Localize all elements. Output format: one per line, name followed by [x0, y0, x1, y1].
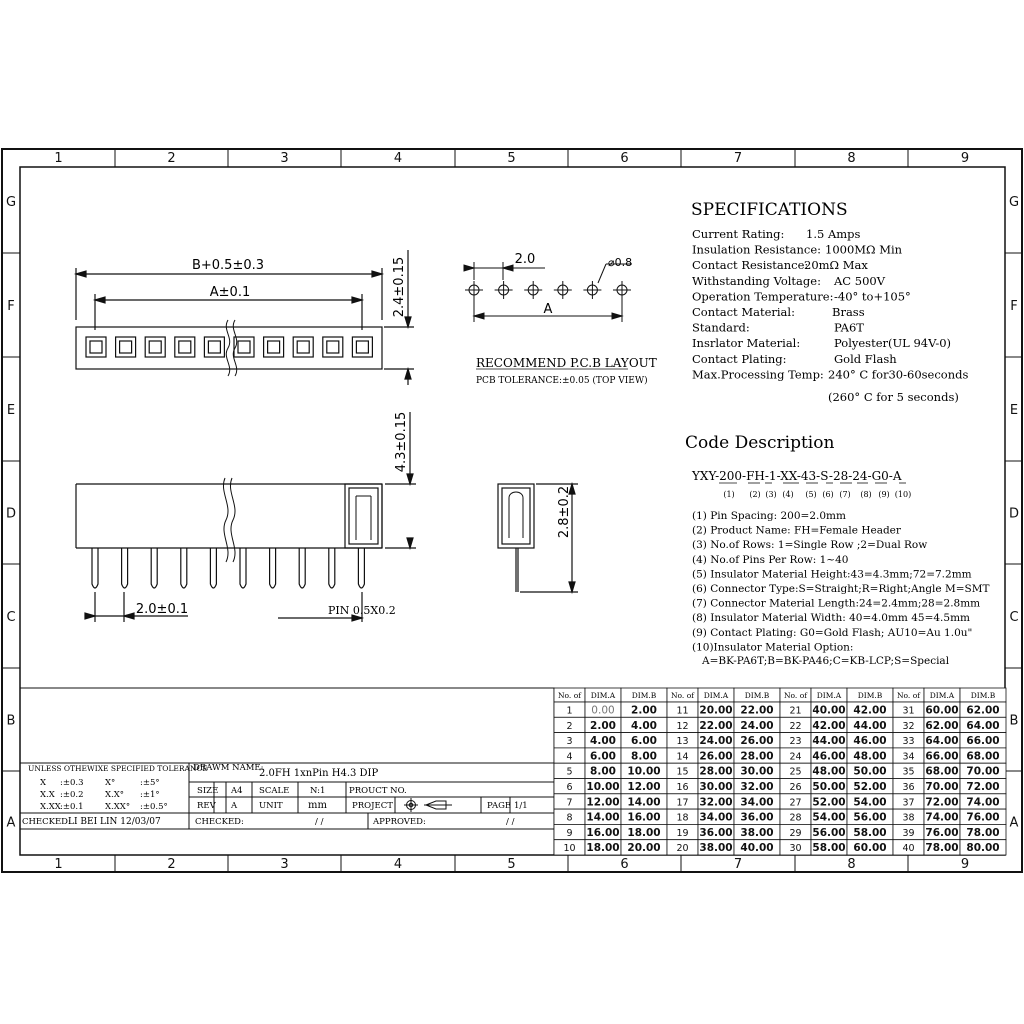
pad-outer [293, 337, 313, 357]
dim-table-cell: 28.00 [740, 750, 774, 763]
frame-col-label-top: 8 [847, 151, 856, 166]
dim-table-cell: 36.00 [740, 811, 774, 824]
code-line: (7) Connector Material Length:24=2.4mm;28=2.8mm [692, 597, 981, 610]
dim-table-cell: 14 [676, 751, 689, 763]
dim-b-label: B+0.5±0.3 [191, 258, 265, 273]
dim-table-cell: 28.00 [699, 765, 733, 778]
rev-label: REV [197, 801, 216, 811]
spec-label: Max.Processing Temp: [692, 367, 824, 382]
dim-table-header: No. of [896, 691, 921, 700]
unit-value: mm [308, 800, 327, 811]
tolerance-cell: :±0.5° [140, 802, 168, 812]
dim-table-cell: 76.00 [925, 826, 959, 839]
dim-table-cell: 64.00 [925, 735, 959, 748]
dim-table-cell: 58.00 [812, 842, 846, 855]
spec-value: Polyester(UL 94V-0) [834, 336, 952, 351]
approved-label: APPROVED: [373, 817, 426, 827]
dim-table-cell: 0.00 [591, 704, 615, 717]
frame-col-label-bottom: 6 [620, 857, 629, 872]
spec-label: Insrlator Material: [692, 336, 801, 351]
tolerance-cell: X.XX [40, 802, 61, 812]
dim-table-cell: 16 [676, 782, 689, 793]
dim-table-cell: 35 [902, 766, 915, 778]
product-label: PROUCT NO. [349, 786, 407, 796]
dim-table-cell: 26 [789, 782, 802, 793]
frame-col-label-top: 7 [733, 151, 743, 166]
frame-col-label-top: 2 [167, 151, 176, 166]
frame-row-label-right: F [1010, 299, 1018, 314]
dim-table-cell: 6 [566, 782, 573, 793]
dim-table-cell: 2.00 [590, 719, 616, 732]
dim-table-cell: 17 [676, 797, 689, 809]
dim-table-cell: 42.00 [812, 719, 846, 732]
dim-table-cell: 19 [676, 827, 689, 839]
tolerance-cell: :±1° [140, 790, 160, 800]
dim-table-cell: 60.00 [925, 704, 959, 717]
dim-table-cell: 30.00 [699, 781, 733, 793]
dim-table-cell: 48.00 [812, 765, 846, 778]
dim-table-cell: 60.00 [853, 842, 887, 855]
pad-outer [323, 337, 343, 357]
dim-table-cell: 14.00 [627, 796, 661, 809]
pad-outer [175, 337, 195, 357]
pad-inner [327, 341, 339, 353]
tolerance-cell: X.X [40, 790, 55, 800]
dim-table-cell: 38.00 [740, 826, 774, 839]
dim-table-cell: 50.00 [853, 765, 887, 778]
code-index-label: (8) [860, 490, 872, 499]
dim-table-cell: 15 [676, 766, 689, 778]
dim-table-cell: 38 [902, 812, 915, 824]
dim-table-cell: 24.00 [699, 735, 733, 748]
dim-table-cell: 52.00 [812, 796, 846, 809]
dim-a-label: A±0.1 [209, 285, 251, 300]
pad-outer [264, 337, 284, 357]
rev-value: A [231, 801, 238, 811]
dim-table-cell: 22.00 [740, 704, 774, 717]
spec-title: SPECIFICATIONS [691, 200, 848, 220]
pin [358, 548, 364, 588]
dim-table-cell: 70.00 [966, 765, 1000, 778]
dim-table-cell: 31 [902, 705, 915, 717]
dim-table-header: DIM.A [590, 691, 616, 700]
tolerance-cell: X° [105, 778, 116, 788]
spec-label: Contact Resistance: [692, 258, 809, 273]
dim-table-cell: 6.00 [631, 735, 657, 748]
pin-label: PIN 0.5X0.2 [328, 604, 396, 617]
tolerance-cell: X [40, 778, 47, 788]
dim-table-header: No. of [670, 691, 695, 700]
dim-table-header: DIM.B [857, 691, 883, 700]
dim-table-cell: 7 [566, 797, 573, 809]
frame-row-label-left: E [6, 403, 16, 418]
frame-col-label-top: 3 [280, 151, 289, 166]
code-index-label: (5) [805, 490, 817, 499]
dim-table-cell: 72.00 [925, 796, 959, 809]
dim-table-cell: 34 [902, 751, 915, 763]
dim-table-cell: 37 [902, 797, 915, 809]
pad-inner [268, 341, 280, 353]
frame-col-label-top: 6 [620, 151, 629, 166]
dim-table-cell: 36.00 [699, 826, 733, 839]
dim-table-cell: 18.00 [586, 842, 620, 855]
dim-table-cell: 14.00 [586, 811, 620, 824]
dim-table-cell: 32 [902, 720, 915, 732]
dim-table-cell: 62.00 [925, 719, 959, 732]
frame-col-label-bottom: 1 [54, 857, 63, 872]
code-index-label: (6) [822, 490, 834, 499]
dim-table-cell: 52.00 [853, 781, 887, 793]
pin [92, 548, 98, 588]
dim-table-cell: 66.00 [966, 735, 1000, 748]
dim-table-cell: 18 [676, 812, 689, 824]
frame-row-label-right: C [1009, 610, 1019, 625]
pcb-dia-label: ⌀0.8 [608, 256, 633, 269]
dim-table-cell: 74.00 [925, 811, 959, 824]
dim-table-header: DIM.B [744, 691, 770, 700]
dim-table-cell: 30.00 [740, 765, 774, 778]
date-blank-2: / / [506, 817, 515, 827]
dim-table-cell: 21 [789, 705, 802, 717]
dim-table-cell: 46.00 [812, 750, 846, 763]
dim-table-cell: 4.00 [590, 735, 616, 748]
dim-table-header: DIM.A [703, 691, 729, 700]
tolerance-cell: :±0.1 [60, 802, 84, 812]
code-index-label: (3) [765, 490, 777, 499]
pad-inner [90, 341, 102, 353]
dim-table-cell: 70.00 [925, 781, 959, 793]
dim-table-cell: 12.00 [627, 781, 661, 793]
dim-table-cell: 24 [789, 751, 802, 763]
dim-table-cell: 16.00 [586, 826, 620, 839]
dim-table-header: DIM.A [816, 691, 842, 700]
spec-value: 20mΩ Max [804, 258, 868, 273]
dim-table-cell: 76.00 [966, 811, 1000, 824]
pin [299, 548, 305, 588]
dim-table-cell: 13 [676, 736, 689, 748]
spec-value: PA6T [834, 320, 864, 335]
dim-table-cell: 36 [902, 782, 915, 793]
dim-table-cell: 42.00 [853, 704, 887, 717]
dim-table-cell: 74.00 [966, 796, 1000, 809]
page-label: PAGE [487, 801, 512, 811]
drawn-name-label: DRAWM NAME: [193, 763, 264, 773]
checked-value: LI BEI LIN 12/03/07 [68, 817, 161, 827]
pad-inner [149, 341, 161, 353]
frame-col-label-bottom: 7 [733, 857, 743, 872]
dim-table-cell: 18.00 [627, 826, 661, 839]
code-index-label: (10) [894, 490, 912, 499]
dim-table-header: DIM.B [970, 691, 996, 700]
drawn-name-value: 2.0FH 1xnPin H4.3 DIP [259, 768, 379, 779]
dim-table-cell: 26.00 [699, 750, 733, 763]
dim-table-cell: 54.00 [853, 796, 887, 809]
frame-row-label-left: B [6, 713, 16, 729]
code-title: Code Description [685, 433, 835, 453]
dim-table-cell: 56.00 [812, 826, 846, 839]
code-line: (6) Connector Type:S=Straight;R=Right;Angle M=SMT [692, 583, 990, 595]
dim-table-cell: 34.00 [699, 811, 733, 824]
dim-table-cell: 29 [789, 827, 802, 839]
dim-table-cell: 64.00 [966, 719, 1000, 732]
spec-value: 1000MΩ Min [825, 242, 903, 257]
spec-label: Operation Temperature: [692, 289, 834, 304]
dim-24-label: 2.4±0.15 [392, 256, 407, 318]
code-index-label: (7) [839, 490, 851, 499]
dim-table-cell: 46.00 [853, 735, 887, 748]
size-value: A4 [231, 786, 243, 796]
pin [210, 548, 216, 588]
frame-row-label-left: C [6, 610, 16, 625]
dim-table-cell: 40.00 [812, 704, 846, 717]
dim-table-cell: 4.00 [631, 719, 657, 732]
dim-table-cell: 72.00 [966, 781, 1000, 793]
pad-inner [120, 341, 132, 353]
code-index-label: (9) [878, 490, 890, 499]
code-line: (8) Insulator Material Width: 40=4.0mm 45=4.5mm [692, 612, 970, 625]
dim-table-cell: 44.00 [812, 735, 846, 748]
dim-table-cell: 30 [789, 843, 802, 855]
spec-label: Withstanding Voltage: [692, 273, 821, 288]
dim-table-cell: 68.00 [925, 765, 959, 778]
dim-table-cell: 40 [902, 843, 915, 855]
project-label: PROJECT [352, 801, 393, 811]
frame-col-label-bottom: 4 [393, 857, 403, 872]
frame-row-label-right: A [1009, 815, 1019, 831]
frame-row-label-right: D [1008, 506, 1020, 522]
tolerance-cell: X.X° [105, 790, 125, 800]
spec-label: Standard: [692, 320, 750, 335]
frame-col-label-top: 9 [960, 151, 970, 166]
unit-label: UNIT [259, 801, 283, 811]
code-line: (4) No.of Pins Per Row: 1~40 [692, 553, 849, 566]
spec-value: -40° to+105° [834, 289, 911, 304]
dim-table-cell: 6.00 [590, 750, 616, 763]
tolerance-cell: :±5° [140, 778, 160, 788]
dim-table-cell: 1 [566, 705, 573, 717]
code-line: (1) Pin Spacing: 200=2.0mm [692, 510, 846, 522]
dim-table-cell: 12.00 [586, 796, 620, 809]
tolerance-cell: :±0.3 [60, 778, 84, 788]
pcb-title: RECOMMEND P.C.B LAYOUT [476, 356, 657, 370]
dim-table-cell: 20.00 [699, 704, 733, 717]
pin [122, 548, 128, 588]
code-index-label: (4) [782, 490, 794, 499]
frame-col-label-bottom: 2 [167, 857, 176, 872]
dim-table-cell: 50.00 [812, 781, 846, 793]
dim-table-cell: 22 [789, 720, 802, 732]
pin [270, 548, 276, 588]
frame-col-label-bottom: 3 [280, 857, 289, 872]
pin [181, 548, 187, 588]
dim-table-cell: 3 [566, 736, 573, 748]
dim-table-cell: 23 [789, 736, 802, 748]
code-index-label: (1) [723, 490, 735, 499]
spec-label: Contact Plating: [692, 351, 787, 366]
dim-table-cell: 10.00 [627, 765, 661, 778]
dim-table-cell: 11 [676, 705, 689, 717]
pad-outer [145, 337, 165, 357]
spec-extra: (260° C for 5 seconds) [828, 390, 959, 404]
dim-table-cell: 44.00 [853, 719, 887, 732]
frame-row-label-left: G [5, 195, 17, 210]
frame-col-label-top: 5 [507, 151, 516, 166]
dim-table-cell: 8.00 [590, 765, 616, 778]
spec-label: Current Rating: [692, 227, 785, 241]
code-index-label: (2) [749, 490, 761, 499]
date-blank-1: / / [315, 817, 324, 827]
code-line: A=BK-PA6T;B=BK-PA46;C=KB-LCP;S=Special [692, 655, 950, 667]
frame-col-label-bottom: 8 [847, 857, 856, 872]
dim-table-cell: 5 [566, 766, 573, 778]
dim-table [554, 688, 1006, 855]
dim-table-cell: 78.00 [966, 826, 1000, 839]
spec-label: Insulation Resistance: [692, 242, 822, 257]
pad-inner [356, 341, 368, 353]
code-line: (2) Product Name: FH=Female Header [692, 524, 901, 537]
spec-value: AC 500V [834, 273, 886, 288]
dim-table-header: No. of [783, 691, 808, 700]
code-line: (9) Contact Plating: G0=Gold Flash; AU10=Au 1.0u" [692, 626, 973, 639]
spec-value: 1.5 Amps [806, 227, 861, 241]
dim-table-cell: 25 [789, 766, 802, 778]
dim-table-cell: 40.00 [740, 842, 774, 855]
code-line: (5) Insulator Material Height:43=4.3mm;72=7.2mm [692, 568, 972, 581]
dim-table-cell: 32.00 [699, 796, 733, 809]
dim-table-cell: 24.00 [740, 719, 774, 732]
dim-table-cell: 78.00 [925, 842, 959, 855]
dim-table-cell: 66.00 [925, 750, 959, 763]
frame-row-label-right: E [1009, 403, 1019, 418]
dim-table-cell: 16.00 [627, 811, 661, 824]
scale-label: SCALE [259, 786, 290, 796]
pcb-a-label: A [543, 302, 553, 317]
pcb-pitch-label: 2.0 [514, 252, 536, 267]
checked2-label: CHECKED: [195, 817, 244, 827]
dim-table-cell: 10.00 [586, 781, 620, 793]
dim-table-cell: 8 [566, 812, 573, 824]
dim-table-header: DIM.B [631, 691, 657, 700]
pad-inner [297, 341, 309, 353]
frame-row-label-right: G [1008, 195, 1020, 210]
frame-col-label-bottom: 9 [960, 857, 970, 872]
dim-table-cell: 33 [902, 736, 915, 748]
tolerance-title: UNLESS OTHEWIXE SPECIFIED TOLERANCE [28, 764, 208, 773]
dim-table-cell: 22.00 [699, 719, 733, 732]
dim-table-cell: 58.00 [853, 826, 887, 839]
pcb-tolerance: PCB TOLERANCE:±0.05 (TOP VIEW) [476, 376, 648, 386]
spec-label: Contact Material: [692, 305, 795, 319]
pad-outer [116, 337, 136, 357]
tolerance-cell: X.XX° [105, 802, 131, 812]
dim-table-cell: 12 [676, 720, 689, 732]
pad-outer [204, 337, 224, 357]
frame-col-label-top: 1 [54, 151, 63, 166]
frame-row-label-left: F [7, 299, 15, 314]
pin [151, 548, 157, 588]
pad-inner [179, 341, 191, 353]
dim-table-cell: 2 [566, 720, 573, 732]
checked-label: CHECKED: [22, 817, 71, 827]
dim-table-cell: 80.00 [966, 842, 1000, 855]
frame-col-label-bottom: 5 [507, 857, 516, 872]
pad-inner [238, 341, 250, 353]
dim-table-cell: 10 [563, 843, 576, 855]
scale-value: N:1 [310, 786, 326, 796]
dim-table-cell: 20 [676, 843, 689, 855]
dim-table-cell: 38.00 [699, 842, 733, 855]
spec-value: Brass [832, 305, 865, 319]
pad-outer [86, 337, 106, 357]
dim-table-cell: 8.00 [631, 750, 657, 763]
dim-table-cell: 27 [789, 797, 802, 809]
dim-table-cell: 32.00 [740, 781, 774, 793]
dim-43-label: 4.3±0.15 [394, 411, 409, 473]
frame-row-label-right: B [1009, 713, 1019, 729]
spec-value: Gold Flash [834, 351, 897, 366]
frame-col-label-top: 4 [393, 151, 403, 166]
dim-table-cell: 26.00 [740, 735, 774, 748]
frame-row-label-left: D [5, 506, 17, 522]
dim-pitch-label: 2.0±0.1 [135, 602, 189, 617]
dim-table-cell: 28 [789, 812, 802, 824]
dim-table-cell: 4 [566, 751, 573, 763]
side-view [76, 412, 416, 622]
page-value: 1/1 [514, 801, 528, 811]
code-line: (10)Insulator Material Option: [692, 641, 854, 654]
dim-table-cell: 68.00 [966, 750, 1000, 763]
dim-table-cell: 9 [566, 827, 573, 839]
dim-table-cell: 62.00 [966, 704, 1000, 717]
pin [240, 548, 246, 588]
size-label: SIZE [197, 786, 219, 796]
spec-value: 240° C for30-60seconds [828, 367, 969, 382]
pad-outer [352, 337, 372, 357]
dim-table-cell: 48.00 [853, 750, 887, 763]
pad-inner [208, 341, 220, 353]
dim-table-header: DIM.A [929, 691, 955, 700]
dim-table-cell: 20.00 [627, 842, 661, 855]
dim-table-header: No. of [557, 691, 582, 700]
dim-table-cell: 54.00 [812, 811, 846, 824]
dim-28-label: 2.8±0.2 [557, 485, 572, 539]
dim-table-cell: 2.00 [631, 704, 657, 717]
dim-table-cell: 39 [902, 827, 915, 839]
frame-row-label-left: A [6, 815, 16, 831]
code-line: (3) No.of Rows: 1=Single Row ;2=Dual Row [692, 539, 928, 552]
pin [329, 548, 335, 588]
code-string: YXY-200-FH-1-XX-43-S-28-24-G0-A [692, 469, 902, 483]
dim-table-cell: 34.00 [740, 796, 774, 809]
dim-table-cell: 56.00 [853, 811, 887, 824]
tolerance-cell: :±0.2 [60, 790, 84, 800]
